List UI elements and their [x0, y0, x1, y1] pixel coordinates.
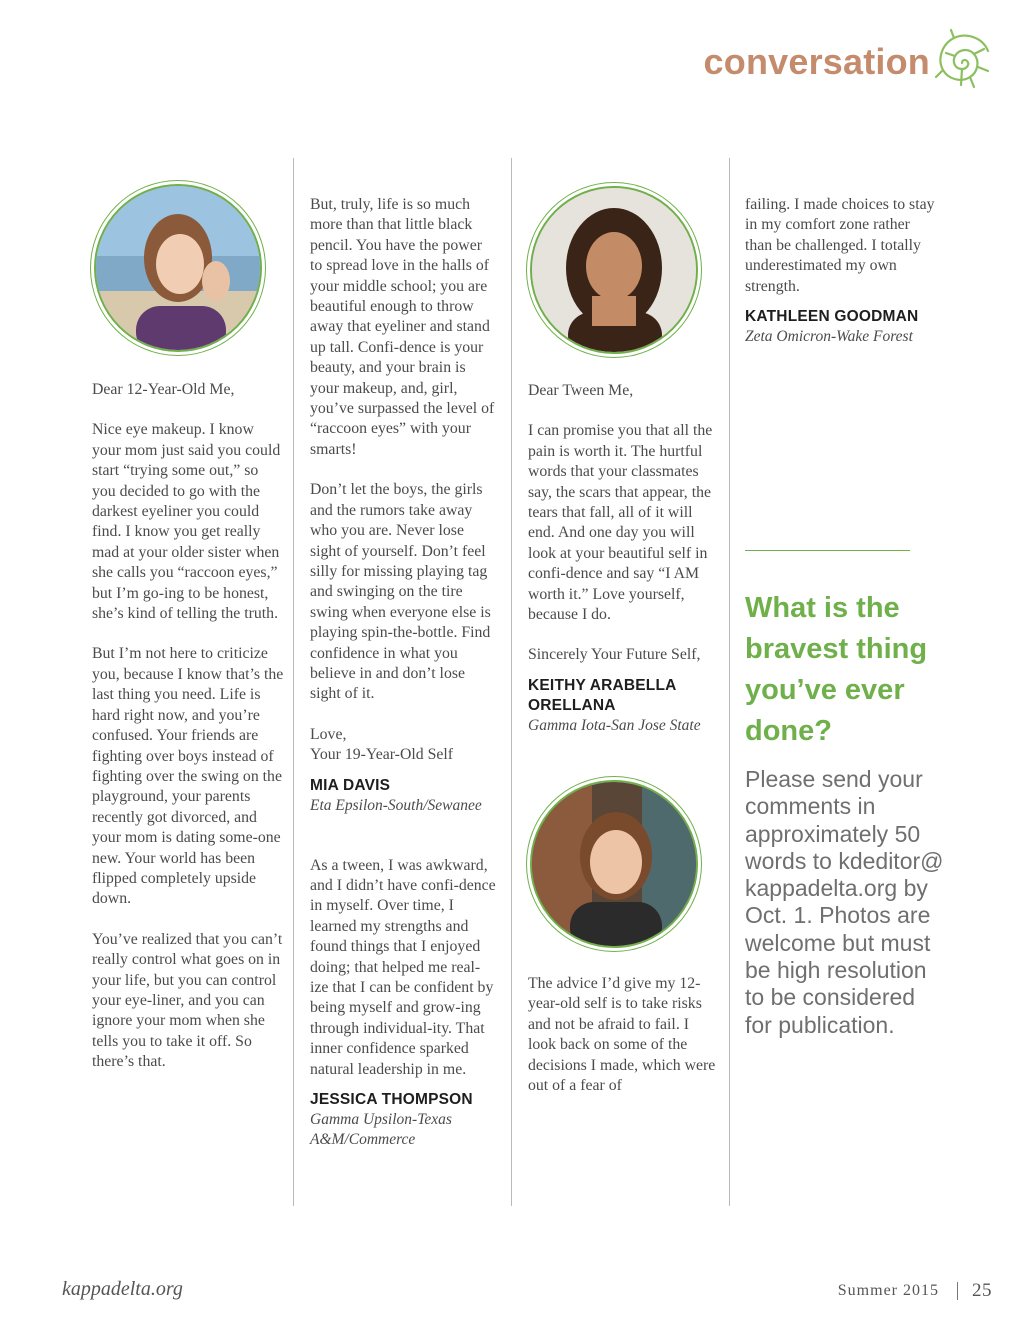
letter-signoff: Your 19-Year-Old Self	[310, 746, 454, 764]
sidebar-question: What is the bravest thing you’ve ever done?	[745, 592, 928, 747]
author-name: MIA DAVIS	[310, 776, 391, 794]
entry-paragraph: The advice I’d give my 12-year-old self is to take risks and not be afraid to fail. I look back on some of the decisions I made, which were out of a fear of	[528, 974, 716, 1094]
sidebar-prompt: Please send your comments in approximately 50 words to kdeditor@ kappadelta.org by Oct. 1. Photos are welcome but must be high resolution to be considered for publication.	[745, 766, 944, 1038]
letter-paragraph: But I’m not here to criticize you, because I know that’s the last thing you need. Life is hard right now, and you’re confused. Your friends are fighting over boys instead of fighting over the swing on the playground, your parents recently got divorced, and your mom is dating some-one new. Your world has been flipped completely upside down.	[92, 645, 284, 908]
nautilus-shell-icon	[932, 27, 992, 91]
portrait-photo	[94, 184, 262, 352]
letter-paragraph: Nice eye makeup. I know your mom just said you could start “trying some out,” so you decided to go with the darkest eyeliner you could find. I know you get really mad at your older sister when she calls you “raccoon eyes,” but I’m go-ing to be honest, she’s kind of telling the truth.	[92, 421, 281, 623]
author-name: KATHLEEN GOODMAN	[745, 308, 919, 326]
column-divider	[511, 158, 512, 1206]
footer-site: kappadelta.org	[62, 1278, 183, 1300]
letter-salutation: Dear 12-Year-Old Me,	[92, 381, 235, 398]
author-chapter: Eta Epsilon-South/Sewanee	[310, 796, 482, 814]
author-chapter: Gamma Iota-San Jose State	[528, 716, 701, 734]
author-name: JESSICA THOMPSON	[310, 1091, 473, 1109]
letter-salutation: Dear Tween Me,	[528, 382, 634, 399]
author-name: KEITHY ARABELLA	[528, 676, 677, 694]
letter-paragraph: I can promise you that all the pain is worth it. The hurtful words that your classmates say, the scars that appear, the tears that fall, all of it will end. And one day you will look at your beautiful self in confi-dence and say “I AM worth it.” Love yourself, because I do.	[528, 422, 713, 624]
footer-issue: Summer 2015	[837, 1282, 939, 1299]
sidebar-divider	[745, 550, 910, 551]
portrait-photo	[530, 780, 698, 948]
section-header	[704, 22, 992, 96]
column-divider	[729, 158, 730, 1206]
portrait-photo	[530, 186, 698, 354]
author-chapter: Zeta Omicron-Wake Forest	[745, 328, 913, 346]
letter-column-4	[745, 195, 935, 347]
column-divider	[293, 158, 294, 1206]
letter-column-1	[92, 184, 284, 1093]
entry-paragraph: As a tween, I was awkward, and I didn’t have confi-dence in myself. Over time, I learned my strengths and found things that I enjoyed doing; that helped me real-ize that I can be confident by being myself and grow-ing through individual-ity. That inner confidence sparked natural leadership in me.	[310, 856, 496, 1078]
author-chapter: Gamma Upsilon-Texas	[310, 1111, 452, 1129]
author-chapter: A&M/Commerce	[310, 1131, 416, 1149]
letter-paragraph: But, truly, life is so much more than that little black pencil. You have the power to spread love in the halls of your middle school; you are beautiful enough to throw away that eyeliner and stand up tall. Confi-dence is your beauty, and your brain is your makeup, and, girl, you’ve surpassed the level of “raccoon eyes” with your smarts!	[310, 196, 495, 458]
letter-signoff: Sincerely Your Future Self,	[528, 646, 701, 664]
letter-column-3	[528, 186, 718, 1116]
letter-paragraph: You’ve realized that you can’t really control what goes on in your life, but you can control your eye-liner, and you can ignore your mom when she tells you to take it off. So there’s that.	[92, 930, 283, 1071]
footer-separator	[957, 1282, 958, 1300]
letter-column-2	[310, 195, 498, 1150]
letter-paragraph: Don’t let the boys, the girls and the rumors take away who you are. Never lose sight of yourself. Don’t feel silly for missing playing tag and swinging on the tire swing when everyone else is playing spin-the-bottle. Find confidence in what you believe in and don’t lose sight of it.	[310, 481, 491, 703]
letter-closing: Love,	[310, 725, 347, 743]
author-name: ORELLANA	[528, 696, 616, 714]
page-number: 25	[972, 1280, 992, 1301]
entry-paragraph: failing. I made choices to stay in my comfort zone rather than be challenged. I totally underestimated my own strength.	[745, 196, 935, 295]
section-title: conversation	[703, 41, 930, 82]
footer-issue-info	[838, 1280, 992, 1302]
